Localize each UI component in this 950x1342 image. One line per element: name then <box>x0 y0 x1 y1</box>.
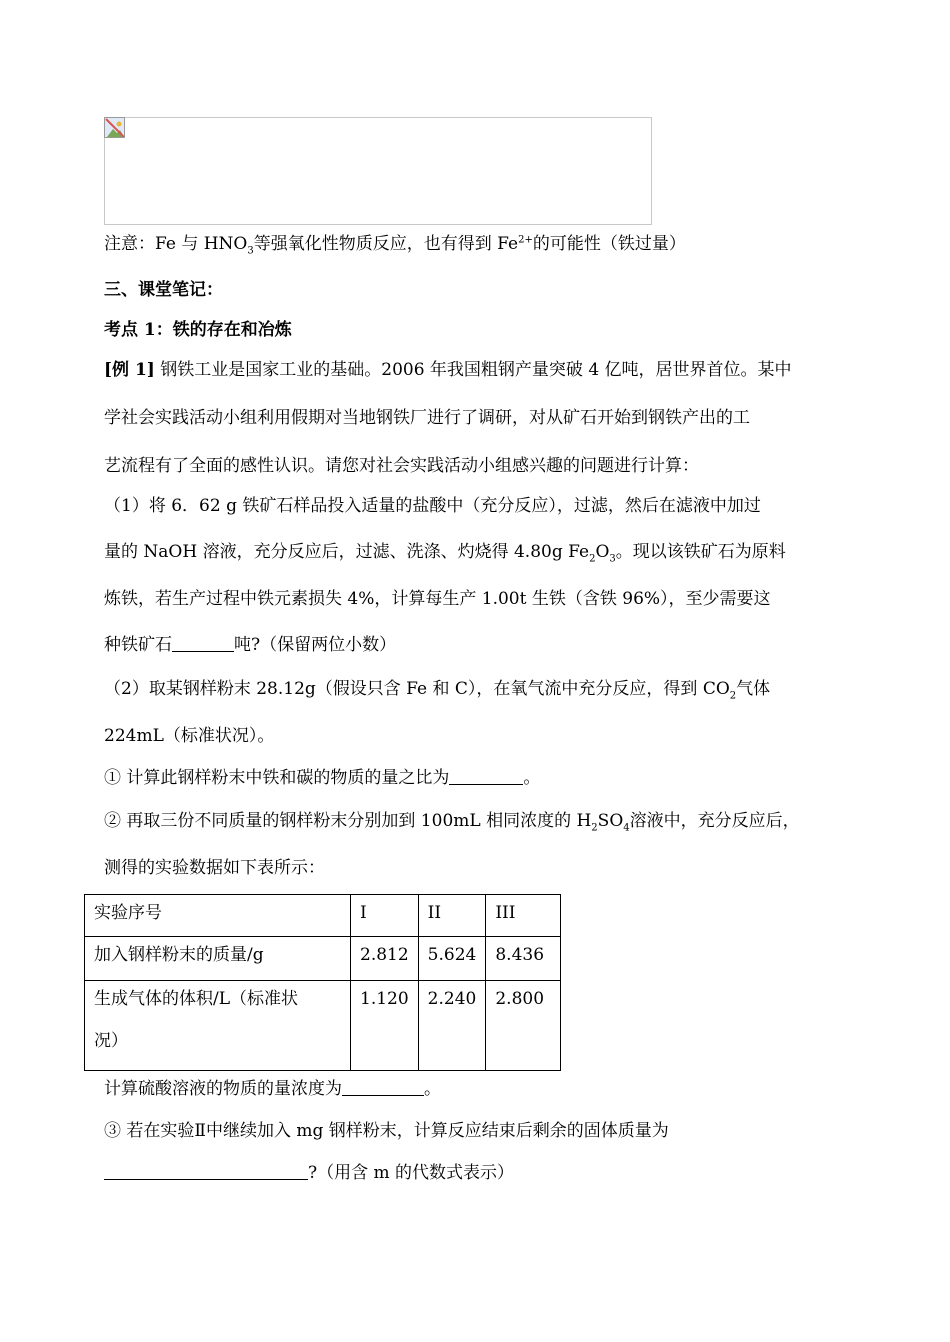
table-cell: 2.812 <box>351 937 419 981</box>
embedded-image-placeholder <box>104 117 652 225</box>
table-header-cell: I <box>351 895 419 937</box>
table-cell: 8.436 <box>486 937 561 981</box>
table-row <box>85 981 561 1071</box>
table-header-cell: III <box>486 895 561 937</box>
example-label: [例 1] <box>104 360 155 380</box>
table-cell: 生成气体的体积/L（标准状 况） <box>85 981 351 1071</box>
q2-line-2: 224mL（标准状况）。 <box>104 726 275 746</box>
table-header-cell: 实验序号 <box>85 895 351 937</box>
q1-line-1: （1）将 6．62 g 铁矿石样品投入适量的盐酸中（充分反应），过滤，然后在滤液中加过 <box>104 496 761 516</box>
table-cell: 1.120 <box>351 981 419 1071</box>
q2-sub2: ② 再取三份不同质量的钢样粉末分别加到 100mL 相同浓度的 $H_2SO_4$溶液中，充分反应后， <box>104 811 800 834</box>
table-header-cell: II <box>418 895 486 937</box>
q2-sub2-line2: 测得的实验数据如下表所示： <box>104 858 325 878</box>
answer-blank-3[interactable] <box>342 1079 424 1096</box>
q2-line-1: （2）取某钢样粉末 28.12g（假设只含 Fe 和 C），在氧气流中充分反应，得到 $CO_2$气体 <box>104 679 771 702</box>
answer-blank-1[interactable] <box>172 635 234 652</box>
q1-line-4: 种铁矿石 吨?（保留两位小数） <box>104 635 397 655</box>
q1-line-3: 炼铁，若生产过程中铁元素损失 4%，计算每生产 1.00t 生铁（含铁 96%），至少需要这 <box>104 589 771 609</box>
table-cell: 2.800 <box>486 981 561 1071</box>
table-cell: 加入钢样粉末的质量/g <box>85 937 351 981</box>
q2-sub1: ① 计算此钢样粉末中铁和碳的物质的量之比为 。 <box>104 768 541 788</box>
answer-blank-2[interactable] <box>449 768 523 785</box>
broken-image-icon <box>104 117 125 138</box>
example-line-3: 艺流程有了全面的感性认识。请您对社会实践活动小组感兴趣的问题进行计算： <box>104 456 699 476</box>
table-row <box>85 895 561 937</box>
experiment-table <box>84 894 561 1071</box>
q2-sub3-line2: ?（用含 m 的代数式表示） <box>104 1161 514 1185</box>
section-title: 三、课堂笔记： <box>104 280 223 300</box>
table-row <box>85 937 561 981</box>
point-title: 考点 1：铁的存在和冶炼 <box>104 320 292 340</box>
calc-acid-line: 计算硫酸溶液的物质的量浓度为 。 <box>104 1079 441 1099</box>
example-line-2: 学社会实践活动小组利用假期对当地钢铁厂进行了调研，对从矿石开始到钢铁产出的工 <box>104 408 750 428</box>
table-cell: 2.240 <box>418 981 486 1071</box>
q1-line-2: 量的 NaOH 溶液，充分反应后，过滤、洗涤、灼烧得 4.80g $Fe_2O_3$。现以该铁矿石为原料 <box>104 542 786 565</box>
example-line-1: [例 1] 钢铁工业是国家工业的基础。2006 年我国粗钢产量突破 4 亿吨，居世界首位。某中 <box>104 360 792 380</box>
q2-sub3: ③ 若在实验Ⅱ中继续加入 mg 钢样粉末，计算反应结束后剩余的固体质量为 <box>104 1121 669 1141</box>
note-line: 注意：Fe 与 $HNO_3$等强氧化性物质反应，也有得到 $Fe^{2+}$的可能性（铁过量） <box>104 234 686 257</box>
table-cell: 5.624 <box>418 937 486 981</box>
answer-blank-4[interactable] <box>104 1163 308 1180</box>
